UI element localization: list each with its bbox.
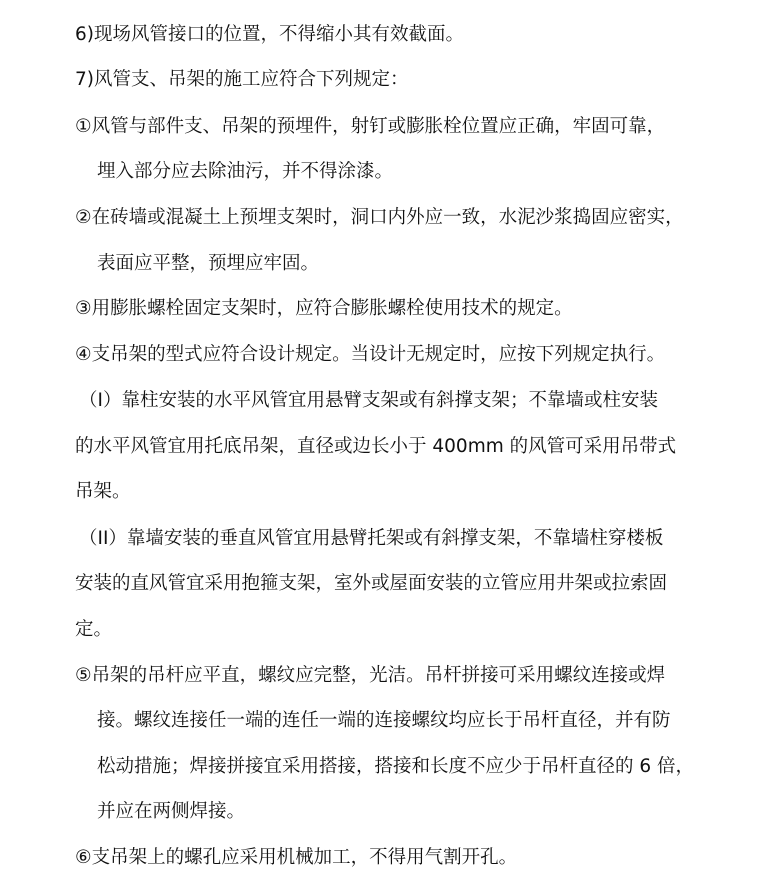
clause-3-line: ③用膨胀螺栓固定支架时，应符合膨胀螺栓使用技术的规定。 xyxy=(75,298,573,319)
item-6-line: 6)现场风管接口的位置，不得缩小其有效截面。 xyxy=(75,24,464,45)
subclause-i-line-1: （I）靠柱安装的水平风管宜用悬臂支架或有斜撑支架；不靠墙或柱安装 xyxy=(79,390,658,411)
clause-1-line-1: ①风管与部件支、吊架的预埋件，射钉或膨胀栓位置应正确，牢固可靠， xyxy=(75,116,666,137)
clause-1-line-2: 埋入部分应去除油污，并不得涂漆。 xyxy=(97,161,394,182)
clause-5-line-1: ⑤吊架的吊杆应平直，螺纹应完整，光洁。吊杆拼接可采用螺纹连接或焊 xyxy=(75,665,666,686)
clause-6-line: ⑥支吊架上的螺孔应采用机械加工，不得用气割开孔。 xyxy=(75,847,518,868)
subclause-ii-line-3: 定。 xyxy=(75,619,113,640)
clause-5-line-4: 并应在两侧焊接。 xyxy=(97,801,246,822)
clause-5-line-3: 松动措施；焊接拼接宜采用搭接，搭接和长度不应少于吊杆直径的 6 倍， xyxy=(97,756,695,777)
subclause-ii-line-1: （II）靠墙安装的垂直风管宜用悬臂托架或有斜撑支架，不靠墙柱穿楼板 xyxy=(79,528,664,549)
subclause-ii-line-2: 安装的直风管宜采用抱箍支架，室外或屋面安装的立管应用井架或拉索固 xyxy=(75,573,668,594)
subclause-i-line-3: 吊架。 xyxy=(75,481,131,502)
item-7-heading: 7)风管支、吊架的施工应符合下列规定： xyxy=(75,69,409,90)
clause-4-line: ④支吊架的型式应符合设计规定。当设计无规定时，应按下列规定执行。 xyxy=(75,344,666,365)
clause-2-line-2: 表面应平整，预埋应牢固。 xyxy=(97,253,320,274)
clause-5-line-2: 接。螺纹连接任一端的连任一端的连接螺纹均应长于吊杆直径，并有防 xyxy=(97,710,671,731)
clause-2-line-1: ②在砖墙或混凝土上预埋支架时，洞口内外应一致，水泥沙浆捣固应密实， xyxy=(75,207,684,228)
subclause-i-line-2: 的水平风管宜用托底吊架，直径或边长小于 400mm 的风管可采用吊带式 xyxy=(75,436,677,457)
